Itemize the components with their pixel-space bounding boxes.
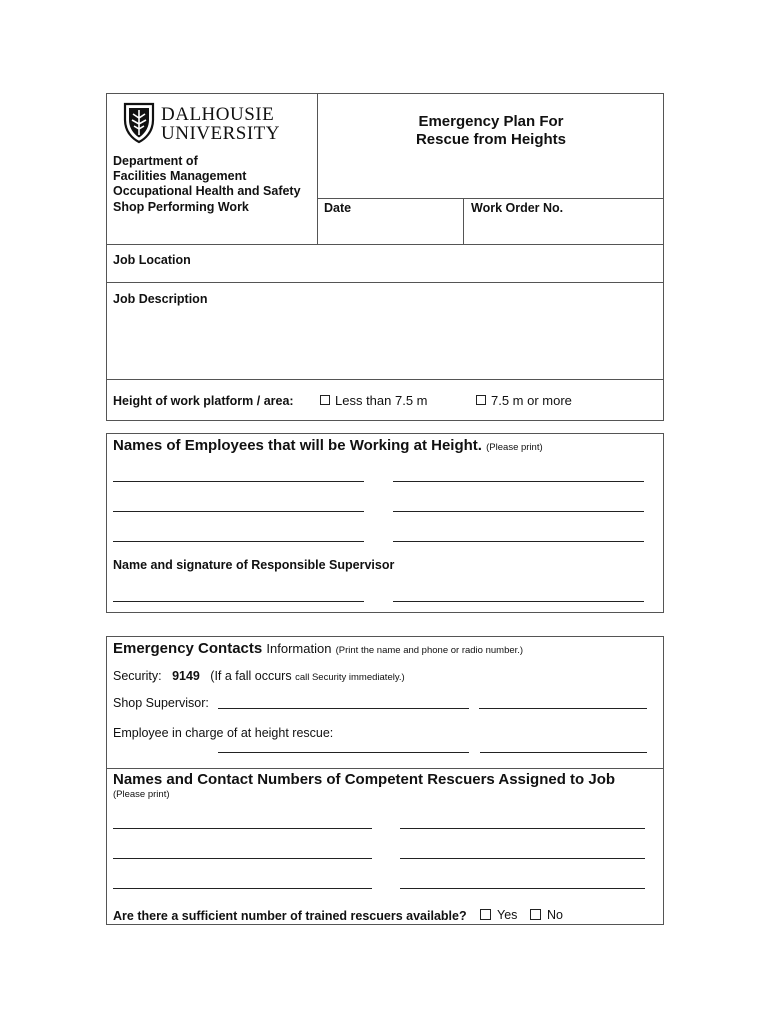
shop-supervisor-name-line[interactable] xyxy=(218,708,469,709)
rescuer-line[interactable] xyxy=(113,858,372,859)
shop-supervisor-phone-line[interactable] xyxy=(479,708,647,709)
location-row-bottom-line xyxy=(106,282,664,283)
form-title-line-2: Rescue from Heights xyxy=(415,131,567,148)
employees-box xyxy=(106,433,664,613)
checkbox-icon[interactable] xyxy=(320,395,330,405)
option-no-label: No xyxy=(547,908,563,922)
employee-name-line[interactable] xyxy=(393,481,644,482)
logo-word-university: UNIVERSITY xyxy=(161,123,280,144)
shop-performing-work-field[interactable] xyxy=(108,216,315,242)
supervisor-signature-line[interactable] xyxy=(393,601,644,602)
job-location-field[interactable] xyxy=(200,247,660,279)
option-yes-label: Yes xyxy=(497,908,518,922)
university-shield-logo xyxy=(123,102,155,144)
employee-name-line[interactable] xyxy=(393,541,644,542)
responsible-supervisor-label: Name and signature of Responsible Supervisor xyxy=(113,558,395,572)
job-location-label: Job Location xyxy=(113,253,191,267)
rescuer-line[interactable] xyxy=(400,858,645,859)
work-order-field[interactable] xyxy=(465,216,662,242)
rescuer-line[interactable] xyxy=(400,888,645,889)
option-yes[interactable] xyxy=(480,908,517,922)
form-title-line-1: Emergency Plan For xyxy=(418,113,564,130)
rescuers-divider xyxy=(106,768,664,769)
rescue-lead-label: Employee in charge of at height rescue: xyxy=(113,726,334,740)
supervisor-name-line[interactable] xyxy=(113,601,364,602)
height-of-platform-label: Height of work platform / area: xyxy=(113,394,294,408)
checkbox-icon[interactable] xyxy=(480,909,491,920)
employee-name-line[interactable] xyxy=(393,511,644,512)
employees-note: (Please print) xyxy=(486,442,543,453)
work-order-label: Work Order No. xyxy=(471,201,564,215)
option-7-5m-or-more[interactable] xyxy=(476,393,572,408)
contacts-note: (Print the name and phone or radio number.) xyxy=(335,645,524,656)
rescuers-heading: Names and Contact Numbers of Competent Rescuers Assigned to Job xyxy=(113,771,616,788)
shop-supervisor-label: Shop Supervisor: xyxy=(113,696,209,710)
date-field[interactable] xyxy=(319,216,461,242)
checkbox-icon[interactable] xyxy=(476,395,486,405)
shop-row-bottom-line xyxy=(106,244,664,245)
rescuer-line[interactable] xyxy=(113,828,372,829)
description-row-bottom-line xyxy=(106,379,664,380)
employee-name-line[interactable] xyxy=(113,481,364,482)
date-divider xyxy=(463,198,464,245)
emergency-contacts-heading: Emergency Contacts Information (Print the name and phone or radio number.) xyxy=(113,640,524,657)
date-label: Date xyxy=(324,201,352,215)
department-line-1: Department of xyxy=(113,154,198,168)
department-line-2: Facilities Management xyxy=(113,169,247,183)
checkbox-icon[interactable] xyxy=(530,909,541,920)
rescue-lead-name-line[interactable] xyxy=(218,752,469,753)
department-line-3: Occupational Health and Safety xyxy=(113,184,301,198)
rescuers-note: (Please print) xyxy=(113,789,170,800)
employees-heading: Names of Employees that will be Working at Height. (Please print) xyxy=(113,437,543,454)
security-line: Security: 9149 (If a fall occurs call Security immediately.) xyxy=(113,669,405,683)
logo-word-dalhousie: DALHOUSIE xyxy=(161,104,275,125)
job-description-label: Job Description xyxy=(113,292,208,306)
shop-performing-work-label: Shop Performing Work xyxy=(113,200,249,214)
option-no[interactable] xyxy=(530,908,563,922)
option-more-label: 7.5 m or more xyxy=(491,393,572,408)
rescue-lead-phone-line[interactable] xyxy=(480,752,647,753)
option-less-label: Less than 7.5 m xyxy=(335,393,428,408)
header-bottom-line xyxy=(317,198,664,199)
security-number: 9149 xyxy=(172,669,200,683)
option-less-than-7-5m[interactable] xyxy=(320,393,428,408)
rescuer-line[interactable] xyxy=(400,828,645,829)
job-description-field[interactable] xyxy=(108,310,662,376)
sufficient-rescuers-question: Are there a sufficient number of trained rescuers available? xyxy=(113,909,467,923)
rescuer-line[interactable] xyxy=(113,888,372,889)
employee-name-line[interactable] xyxy=(113,511,364,512)
employee-name-line[interactable] xyxy=(113,541,364,542)
